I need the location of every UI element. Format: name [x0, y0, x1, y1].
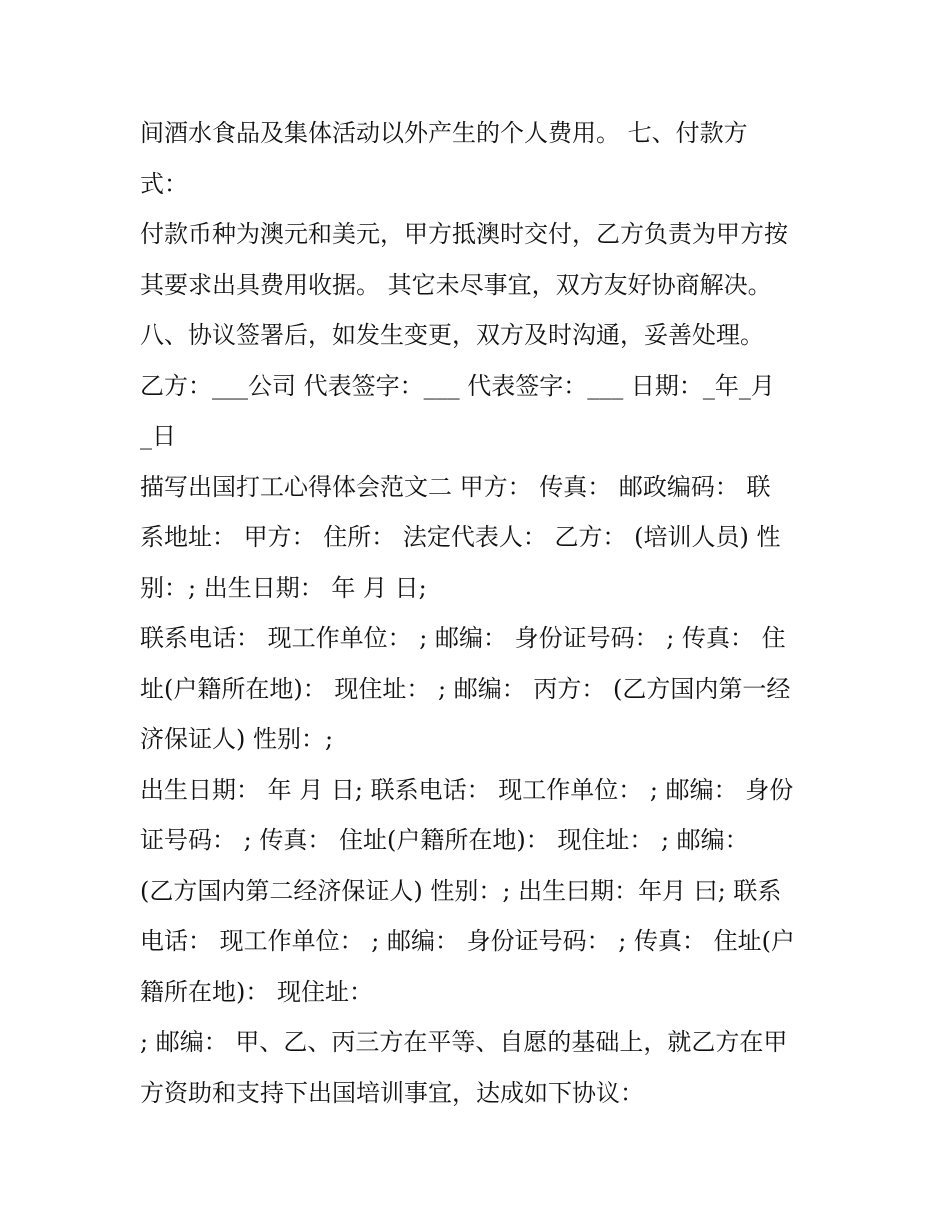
- text-line: 方资助和支持下出国培训事宜，达成如下协议：: [140, 1078, 644, 1107]
- text-line: 式：: [140, 169, 188, 198]
- text-line: 联系电话： 现工作单位： ; 邮编： 身份证号码： ; 传真： 住: [140, 624, 786, 652]
- text-line: 描写出国打工心得体会范文二 甲方： 传真： 邮政编码： 联: [140, 472, 771, 501]
- text-line: 八、协议签署后，如发生变更，双方及时沟通，妥善处理。: [140, 321, 764, 349]
- text-line: 乙方：___公司 代表签字：___ 代表签字：___ 日期：_年_月: [140, 371, 775, 400]
- text-line: 济保证人) 性别：;: [140, 725, 334, 753]
- text-line: 系地址： 甲方： 住所： 法定代表人： 乙方： (培训人员) 性: [140, 523, 781, 551]
- text-line: _日: [140, 422, 176, 450]
- text-line: ; 邮编： 甲、乙、丙三方在平等、自愿的基础上，就乙方在甲: [140, 1028, 788, 1056]
- text-line: (乙方国内第二经济保证人) 性别：; 出生曰期：年月 曰; 联系: [140, 876, 782, 905]
- text-line: 间酒水食品及集体活动以外产生的个人费用。 七、付款方: [140, 119, 748, 147]
- text-line: 证号码： ; 传真： 住址(户籍所在地)： 现住址： ; 邮编：: [140, 826, 749, 854]
- document-body: [140, 108, 820, 1118]
- text-line: 籍所在地)： 现住址：: [140, 977, 373, 1006]
- text-line: 付款币种为澳元和美元，甲方抵澳时交付，乙方负责为甲方按: [140, 220, 788, 248]
- text-line: 电话： 现工作单位： ; 邮编： 身份证号码： ; 传真： 住址(户: [140, 927, 795, 955]
- text-line: 址(户籍所在地)： 现住址： ; 邮编： 丙方： (乙方国内第一经: [140, 674, 791, 703]
- text-line: 别：; 出生日期： 年 月 日;: [140, 573, 427, 602]
- text-line: 出生日期： 年 月 日; 联系电话： 现工作单位： ; 邮编： 身份: [140, 775, 794, 804]
- text-line: 其要求出具费用收据。 其它未尽事宜，双方友好协商解决。: [140, 270, 772, 299]
